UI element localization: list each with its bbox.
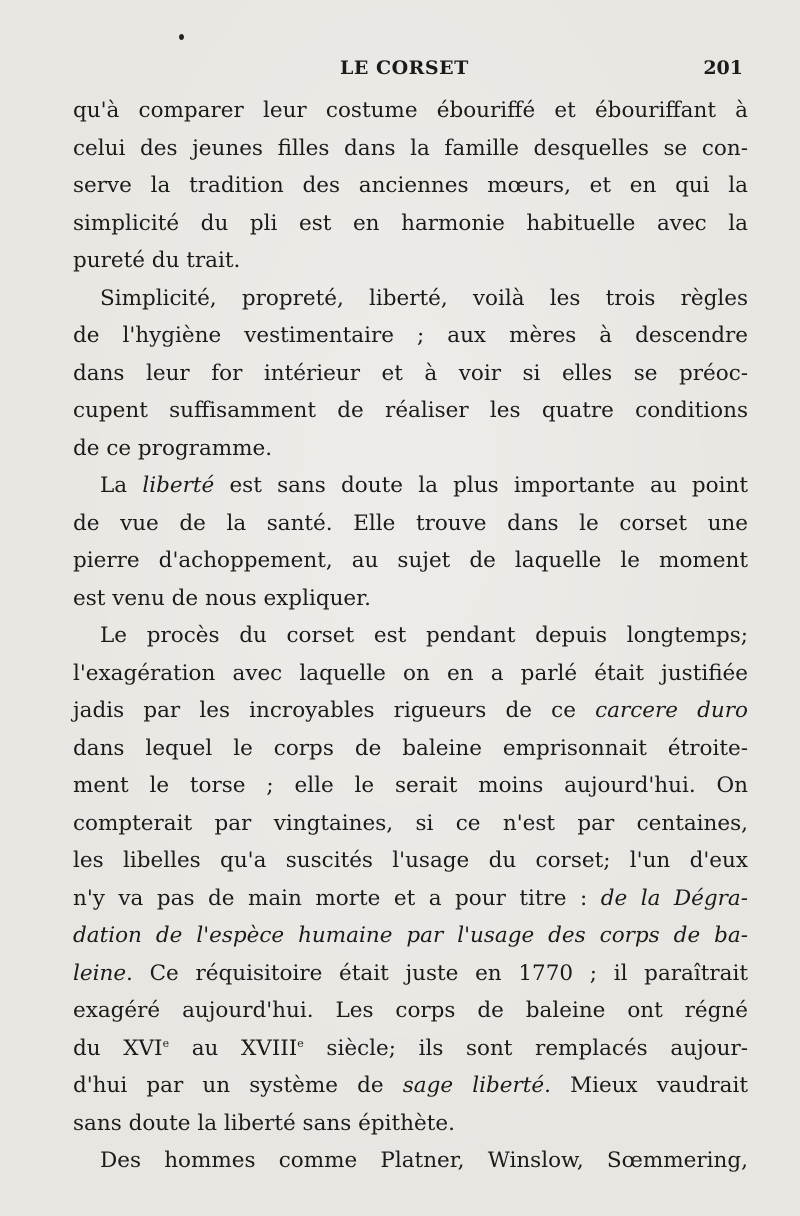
page-number: 201 xyxy=(703,57,743,79)
text-line: dation de l'espèce humaine par l'usage des corps de ba- xyxy=(73,923,748,948)
text-line: est venu de nous expliquer. xyxy=(73,585,371,611)
text-line: l'exagération avec laquelle on en a parlé était justifiée xyxy=(73,660,748,686)
text-line: serve la tradition des anciennes mœurs, et en qui la xyxy=(73,173,748,198)
body-text xyxy=(73,92,748,1180)
text-line: La liberté est sans doute la plus importante au point xyxy=(100,473,748,498)
text-line: les libelles qu'a suscités l'usage du corset; l'un d'eux xyxy=(73,848,748,873)
text-line: dans leur for intérieur et à voir si elles se préoc- xyxy=(73,360,748,386)
text-line: de vue de la santé. Elle trouve dans le corset une xyxy=(73,510,748,536)
text-line: d'hui par un système de sage liberté. Mieux vaudrait xyxy=(73,1073,748,1098)
text-line: pureté du trait. xyxy=(73,248,241,273)
text-line: qu'à comparer leur costume ébouriffé et ébouriffant à xyxy=(73,98,748,123)
text-line: simplicité du pli est en harmonie habituelle avec la xyxy=(73,210,748,236)
text-line: celui des jeunes filles dans la famille desquelles se con- xyxy=(73,135,748,161)
ink-mark xyxy=(179,34,184,40)
text-line: jadis par les incroyables rigueurs de ce carcere duro xyxy=(73,698,748,723)
text-line: dans lequel le corps de baleine emprisonnait étroite- xyxy=(73,735,748,761)
text-line: du XVIe au XVIIIe siècle; ils sont remplacés aujour- xyxy=(73,1035,748,1061)
text-line: cupent suffisamment de réaliser les quatre conditions xyxy=(73,398,748,423)
text-line: de ce programme. xyxy=(73,435,273,461)
running-title: LE CORSET xyxy=(340,57,469,79)
text-line: Simplicité, propreté, liberté, voilà les trois règles xyxy=(100,285,748,311)
text-line: Des hommes comme Platner, Winslow, Sœmmering, xyxy=(100,1148,748,1173)
text-line: sans doute la liberté sans épithète. xyxy=(73,1110,455,1136)
text-line: de l'hygiène vestimentaire ; aux mères à descendre xyxy=(73,323,748,348)
text-line: leine. Ce réquisitoire était juste en 1770 ; il paraîtrait xyxy=(73,960,748,986)
text-line: Le procès du corset est pendant depuis longtemps; xyxy=(100,623,748,648)
text-line: compterait par vingtaines, si ce n'est par centaines, xyxy=(73,810,748,836)
text-line: pierre d'achoppement, au sujet de laquelle le moment xyxy=(73,548,748,573)
text-line: n'y va pas de main morte et a pour titre : de la Dégra- xyxy=(73,885,748,911)
text-line: ment le torse ; elle le serait moins aujourd'hui. On xyxy=(73,773,748,798)
text-line: exagéré aujourd'hui. Les corps de baleine ont régné xyxy=(73,998,748,1023)
